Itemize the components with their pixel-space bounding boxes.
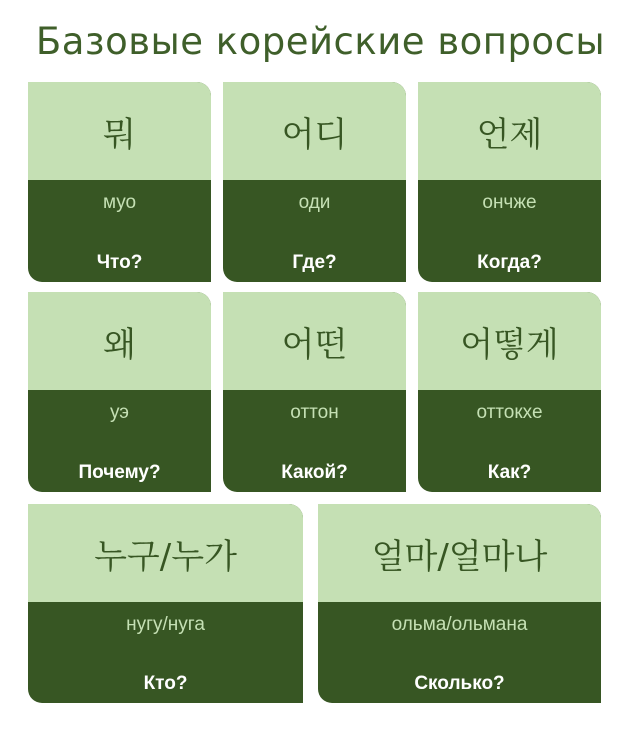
question-card-who: [28, 504, 303, 703]
russian-meaning: Почему?: [78, 462, 161, 483]
card-korean-panel: [223, 292, 406, 390]
transliteration: ончже: [482, 192, 537, 213]
question-card-why: [28, 292, 211, 492]
card-korean-panel: [418, 82, 601, 180]
korean-word: 어떻게: [460, 324, 559, 365]
transliteration: оди: [298, 192, 331, 213]
card-korean-panel: [418, 292, 601, 390]
russian-meaning: Какой?: [281, 462, 348, 483]
transliteration: муо: [102, 192, 137, 213]
russian-meaning: Где?: [292, 252, 337, 273]
transliteration: ольма/ольмана: [391, 614, 528, 635]
transliteration: нугу/нуга: [126, 614, 205, 635]
question-card-where: [223, 82, 406, 282]
page-title: Базовые корейские вопросы: [35, 20, 606, 63]
transliteration: оттокхе: [476, 402, 543, 423]
russian-meaning: Когда?: [477, 252, 542, 273]
card-korean-panel: [223, 82, 406, 180]
question-card-how-much: [318, 504, 601, 703]
korean-word: 누구/누가: [94, 536, 237, 577]
question-card-how: [418, 292, 601, 492]
russian-meaning: Как?: [487, 462, 532, 483]
question-card-what: [28, 82, 211, 282]
russian-meaning: Сколько?: [414, 673, 505, 694]
question-card-when: [418, 82, 601, 282]
russian-meaning: Кто?: [143, 673, 188, 694]
card-korean-panel: [28, 82, 211, 180]
russian-meaning: Что?: [96, 252, 143, 273]
korean-word: 뭐: [103, 114, 136, 155]
card-korean-panel: [28, 504, 303, 602]
transliteration: уэ: [110, 402, 129, 423]
card-korean-panel: [28, 292, 211, 390]
korean-word: 언제: [476, 114, 543, 155]
question-card-which: [223, 292, 406, 492]
transliteration: оттон: [290, 402, 339, 423]
korean-word: 어떤: [281, 324, 348, 365]
korean-word: 어디: [281, 114, 348, 155]
card-korean-panel: [318, 504, 601, 602]
korean-word: 얼마/얼마나: [371, 536, 548, 577]
korean-word: 왜: [103, 324, 136, 365]
